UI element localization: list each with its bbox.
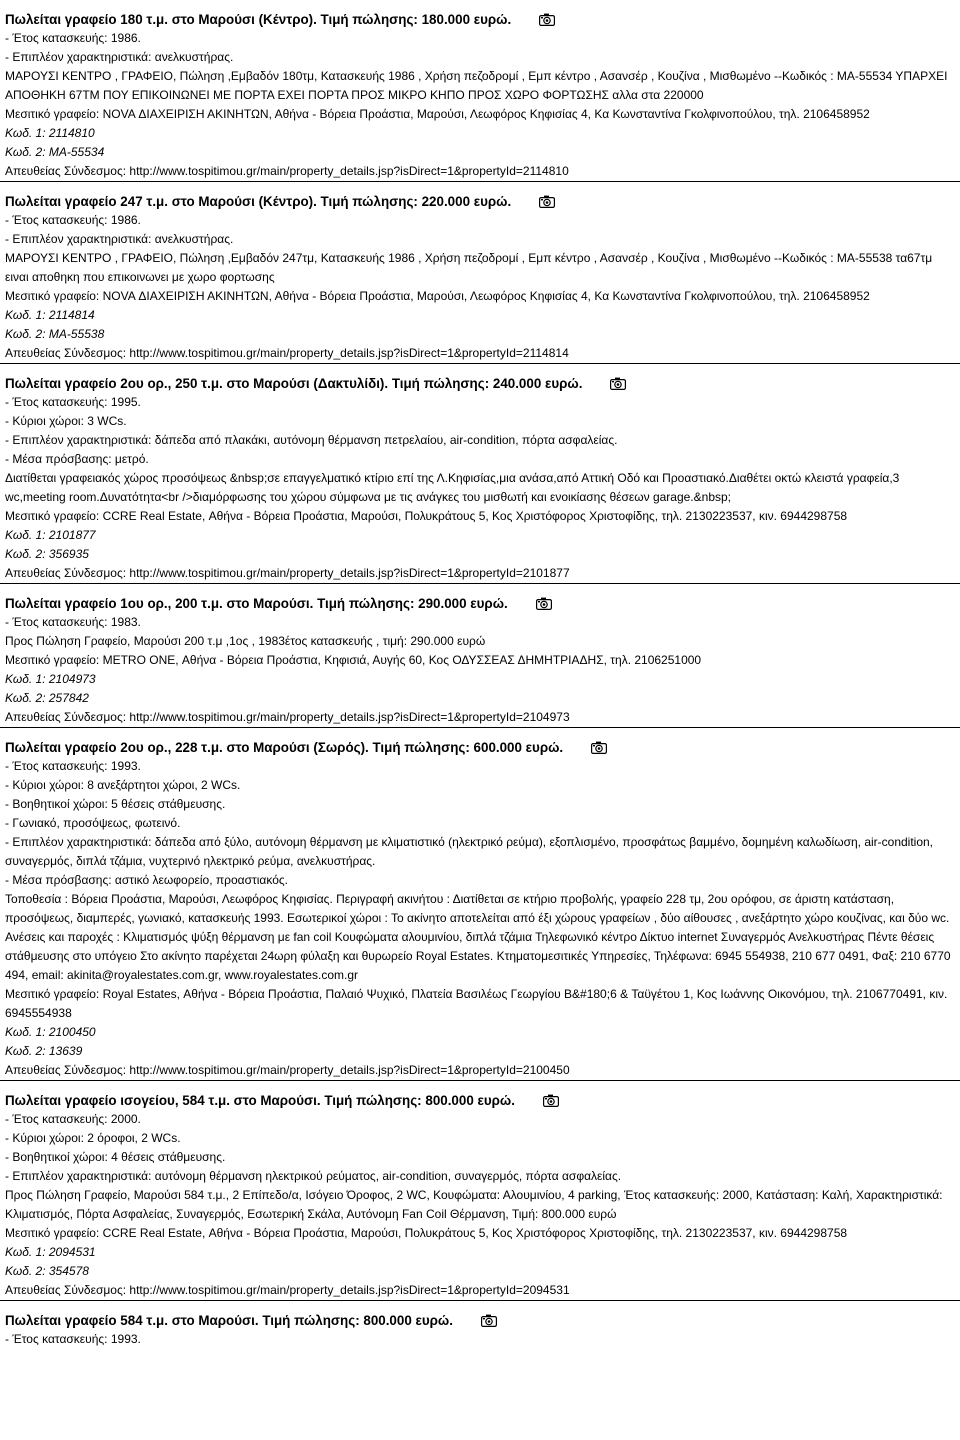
listing-detail-line: - Έτος κατασκευής: 2000. <box>5 1112 141 1126</box>
listing <box>0 738 960 1081</box>
listing-detail-line: - Βοηθητικοί χώροι: 5 θέσεις στάθμευσης. <box>5 797 226 811</box>
listing-detail-line: Τοποθεσία : Βόρεια Προάστια, Μαρούσι, Λεωφόρος Κηφισίας. Περιγραφή ακινήτου : Διατίθεται σε κτήριο προβολής, γραφείο 228 τμ, 2ου ορόφου, σε άριστη κατάσταση, προσόψεως, διαμπερές, γωνιακό, κατασκευής 1993. Εσωτερικοί χώροι : Το ακίνητο αποτελείται από έξι χώρους γραφείων , δύο αίθουσες , ανεξάρτητο χώρο κουζίνας, και δύο wc. Ανέσεις και παροχές : Κλιματισμός ψύξη θέρμανση με fan coil Κουφώματα αλουμινίου, διπλά τζάμια Τηλεφωνικό κέντρο Δίκτυο internet Συναγερμός Ανελκυστήρας Πέντε θέσεις στάθμευσης στο υπόγειο Στο ακίνητο παρέχεται 24ωρη φύλαξη και θυρωρείο Royal Estates. Κτηματομεσιτικές Υπηρεσίες, Τηλέφωνα: 6945 554938, 210 677 0491, Φαξ: 210 6770 494, email: akinita@royalestates.com.gr, www.royalestates.com.gr <box>5 892 951 982</box>
listing-detail-line: ΜΑΡΟΥΣΙ ΚΕΝΤΡΟ , ΓΡΑΦΕΙΟ, Πώληση ,Εμβαδόν 247τμ, Κατασκευής 1986 , Χρήση πεζοδρομί , Εμπ κέντρο , Ασανσέρ , Κουζίνα , Μισθωμένο --Κωδικός : ΜΑ-55538 τα67τμ ειναι αποθηκη που επικοινωνει με χωρο φορτωσης <box>5 251 933 284</box>
code-1: Κωδ. 1: 2101877 <box>5 528 96 542</box>
listing-detail-line: - Βοηθητικοί χώροι: 4 θέσεις στάθμευσης. <box>5 1150 226 1164</box>
listing <box>0 374 960 584</box>
code-2: Κωδ. 2: 354578 <box>5 1264 89 1278</box>
listing-title-text: Πωλείται γραφείο 584 τ.μ. στο Μαρούσι. Τιμή πώλησης: 800.000 ευρώ. <box>5 1313 453 1328</box>
listing-detail-line: - Μέσα πρόσβασης: αστικό λεωφορείο, προαστιακός. <box>5 873 288 887</box>
code-1: Κωδ. 1: 2114810 <box>5 126 95 140</box>
listing-detail-line: - Έτος κατασκευής: 1983. <box>5 615 141 629</box>
listing-title <box>5 374 960 393</box>
listing-detail-line: - Κύριοι χώροι: 8 ανεξάρτητοι χώροι, 2 WCs. <box>5 778 241 792</box>
listing <box>0 1311 960 1349</box>
listing-detail-line: - Επιπλέον χαρακτηριστικά: ανελκυστήρας. <box>5 232 234 246</box>
listing-title-text: Πωλείται γραφείο 1ου ορ., 200 τ.μ. στο Μαρούσι. Τιμή πώλησης: 290.000 ευρώ. <box>5 596 508 611</box>
listing-detail-line: - Επιπλέον χαρακτηριστικά: αυτόνομη θέρμανση ηλεκτρικού ρεύματος, air-condition, συναγερμός, πόρτα ασφαλείας. <box>5 1169 622 1183</box>
listing-title-text: Πωλείται γραφείο 2ου ορ., 228 τ.μ. στο Μαρούσι (Σωρός). Τιμή πώλησης: 600.000 ευρώ. <box>5 740 564 755</box>
camera-icon[interactable] <box>539 13 555 26</box>
listing-detail-line: ΜΑΡΟΥΣΙ ΚΕΝΤΡΟ , ΓΡΑΦΕΙΟ, Πώληση ,Εμβαδόν 180τμ, Κατασκευής 1986 , Χρήση πεζοδρομί , Εμπ κέντρο , Ασανσέρ , Κουζίνα , Μισθωμένο --Κωδικός : ΜΑ-55534 ΥΠΑΡΧΕΙ ΑΠΟΘΗΚΗ 67ΤΜ ΠΟΥ ΕΠΙΚΟΙΝΩΝΕΙ ΜΕ ΠΟΡΤΑ ΕΧΕΙ ΠΟΡΤΑ ΠΡΟΣ ΜΙΚΡΟ ΚΗΠΟ ΠΡΟΣ ΧΩΡΟ ΦΟΡΤΩΣΗΣ αλλα στα 220000 <box>5 69 948 102</box>
camera-icon[interactable] <box>536 597 552 610</box>
listing-detail-line: - Γωνιακό, προσόψεως, φωτεινό. <box>5 816 181 830</box>
listing <box>0 594 960 728</box>
listing-detail-line: Μεσιτικό γραφείο: CCRE Real Estate, Αθήνα - Βόρεια Προάστια, Μαρούσι, Πολυκράτους 5, Κος Χριστόφορος Χριστοφίδης, τηλ. 2130223537, κιν. 6944298758 <box>5 509 848 523</box>
listing-detail-line: - Επιπλέον χαρακτηριστικά: δάπεδα από ξύλο, αυτόνομη θέρμανση με κλιματιστικό (ηλεκτρικό ρεύμα), εξοπλισμένο, προσφάτως βαμμένο, δομημένη καλωδίωση, air-condition, συναγερμός, διπλά τζάμια, νυχτερινό ηλεκτρικό ρεύμα, ανελκυστήρας. <box>5 835 934 868</box>
listing-detail-line: Μεσιτικό γραφείο: NOVA ΔΙΑΧΕΙΡΙΣΗ ΑΚΙΝΗΤΩΝ, Αθήνα - Βόρεια Προάστια, Μαρούσι, Λεωφόρος Κηφισίας 4, Κα Κωνσταντίνα Γκολφινοπούλου, τηλ. 2106458952 <box>5 107 870 121</box>
listing-title-text: Πωλείται γραφείο ισογείου, 584 τ.μ. στο Μαρούσι. Τιμή πώλησης: 800.000 ευρώ. <box>5 1093 515 1108</box>
listing-title <box>5 594 960 613</box>
direct-link[interactable]: Απευθείας Σύνδεσμος: http://www.tospitimou.gr/main/property_details.jsp?isDirect=1&propertyId=2101877 <box>5 566 570 580</box>
camera-icon[interactable] <box>591 741 607 754</box>
listing-title-text: Πωλείται γραφείο 2ου ορ., 250 τ.μ. στο Μαρούσι (Δακτυλίδι). Τιμή πώλησης: 240.000 ευρώ. <box>5 376 583 391</box>
listing-title <box>5 738 960 757</box>
listing-title <box>5 1311 960 1330</box>
listing-detail-line: - Έτος κατασκευής: 1993. <box>5 1332 141 1346</box>
direct-link[interactable]: Απευθείας Σύνδεσμος: http://www.tospitimou.gr/main/property_details.jsp?isDirect=1&propertyId=2114814 <box>5 346 569 360</box>
direct-link[interactable]: Απευθείας Σύνδεσμος: http://www.tospitimou.gr/main/property_details.jsp?isDirect=1&propertyId=2114810 <box>5 164 569 178</box>
listing-detail-line: Μεσιτικό γραφείο: METRO ONE, Αθήνα - Βόρεια Προάστια, Κηφισιά, Αυγής 60, Κος ΟΔΥΣΣΕΑΣ ΔΗΜΗΤΡΙΑΔΗΣ, τηλ. 2106251000 <box>5 653 702 667</box>
listing-detail-line: - Επιπλέον χαρακτηριστικά: δάπεδα από πλακάκι, αυτόνομη θέρμανση πετρελαίου, air-condition, πόρτα ασφαλείας. <box>5 433 618 447</box>
camera-icon[interactable] <box>481 1314 497 1327</box>
code-2: Κωδ. 2: ΜΑ-55538 <box>5 327 105 341</box>
camera-icon[interactable] <box>543 1094 559 1107</box>
camera-icon[interactable] <box>610 377 626 390</box>
camera-icon[interactable] <box>539 195 555 208</box>
listing-detail-line: - Έτος κατασκευής: 1986. <box>5 213 141 227</box>
listing-detail-line: - Επιπλέον χαρακτηριστικά: ανελκυστήρας. <box>5 50 234 64</box>
code-1: Κωδ. 1: 2114814 <box>5 308 95 322</box>
listing-title-text: Πωλείται γραφείο 180 τ.μ. στο Μαρούσι (Κέντρο). Τιμή πώλησης: 180.000 ευρώ. <box>5 12 512 27</box>
direct-link[interactable]: Απευθείας Σύνδεσμος: http://www.tospitimou.gr/main/property_details.jsp?isDirect=1&propertyId=2104973 <box>5 710 570 724</box>
listing-detail-line: - Έτος κατασκευής: 1993. <box>5 759 141 773</box>
direct-link[interactable]: Απευθείας Σύνδεσμος: http://www.tospitimou.gr/main/property_details.jsp?isDirect=1&propertyId=2094531 <box>5 1283 570 1297</box>
code-1: Κωδ. 1: 2094531 <box>5 1245 96 1259</box>
listing-detail-line: - Κύριοι χώροι: 3 WCs. <box>5 414 127 428</box>
listing-detail-line: Προς Πώληση Γραφείο, Μαρούσι 584 τ.μ., 2 Επίπεδο/α, Ισόγειο Όροφος, 2 WC, Κουφώματα: Αλουμινίου, 4 parking, Έτος κατασκευής: 2000, Κατάσταση: Καλή, Χαρακτηριστικά: Κλιματισμός, Πόρτα Ασφαλείας, Συναγερμός, Εσωτερική Σκάλα, Αυτόνομη Fan Coil Θέρμανση, Τιμή: 800.000 ευρώ <box>5 1188 943 1221</box>
listing-detail-line: Μεσιτικό γραφείο: NOVA ΔΙΑΧΕΙΡΙΣΗ ΑΚΙΝΗΤΩΝ, Αθήνα - Βόρεια Προάστια, Μαρούσι, Λεωφόρος Κηφισίας 4, Κα Κωνσταντίνα Γκολφινοπούλου, τηλ. 2106458952 <box>5 289 870 303</box>
listing <box>0 1091 960 1301</box>
listing <box>0 10 960 182</box>
listing-detail-line: - Μέσα πρόσβασης: μετρό. <box>5 452 149 466</box>
code-1: Κωδ. 1: 2104973 <box>5 672 96 686</box>
code-2: Κωδ. 2: 13639 <box>5 1044 83 1058</box>
direct-link[interactable]: Απευθείας Σύνδεσμος: http://www.tospitimou.gr/main/property_details.jsp?isDirect=1&propertyId=2100450 <box>5 1063 570 1077</box>
code-1: Κωδ. 1: 2100450 <box>5 1025 96 1039</box>
listing-detail-line: Μεσιτικό γραφείο: CCRE Real Estate, Αθήνα - Βόρεια Προάστια, Μαρούσι, Πολυκράτους 5, Κος Χριστόφορος Χριστοφίδης, τηλ. 2130223537, κιν. 6944298758 <box>5 1226 848 1240</box>
listing-title <box>5 1091 960 1110</box>
code-2: Κωδ. 2: 356935 <box>5 547 89 561</box>
listing-title <box>5 192 960 211</box>
listing-detail-line: - Έτος κατασκευής: 1986. <box>5 31 141 45</box>
listing-detail-line: Διατίθεται γραφειακός χώρος προσόψεως &nbsp;σε επαγγελματικό κτίριο επί της Λ.Κηφισίας,μια ανάσα,από Αττική Οδό και Προαστιακό.Διαθέτει οκτώ κλειστά γραφεία,3 wc,meeting room.Δυνατότητα<br />διαμόρφωσης του χώρου σύμφωνα με τις ανάγκες του μισθωτή και ενοικίασης θέσεων garage.&nbsp; <box>5 471 900 504</box>
listing-title <box>5 10 960 29</box>
listing-detail-line: - Κύριοι χώροι: 2 όροφοι, 2 WCs. <box>5 1131 181 1145</box>
code-2: Κωδ. 2: ΜΑ-55534 <box>5 145 105 159</box>
listing-detail-line: Μεσιτικό γραφείο: Royal Estates, Αθήνα - Βόρεια Προάστια, Παλαιό Ψυχικό, Πλατεία Βασιλέως Γεωργίου B&#180;6 & Ταϋγέτου 1, Κος Ιωάννης Οικονόμου, τηλ. 2106770491, κιν. 6945554938 <box>5 987 948 1020</box>
listing-detail-line: - Έτος κατασκευής: 1995. <box>5 395 141 409</box>
code-2: Κωδ. 2: 257842 <box>5 691 89 705</box>
listing-detail-line: Προς Πώληση Γραφείο, Μαρούσι 200 τ.μ ,1ος , 1983έτος κατασκευής , τιμή: 290.000 ευρώ <box>5 634 486 648</box>
listing-title-text: Πωλείται γραφείο 247 τ.μ. στο Μαρούσι (Κέντρο). Τιμή πώλησης: 220.000 ευρώ. <box>5 194 512 209</box>
listing <box>0 192 960 364</box>
